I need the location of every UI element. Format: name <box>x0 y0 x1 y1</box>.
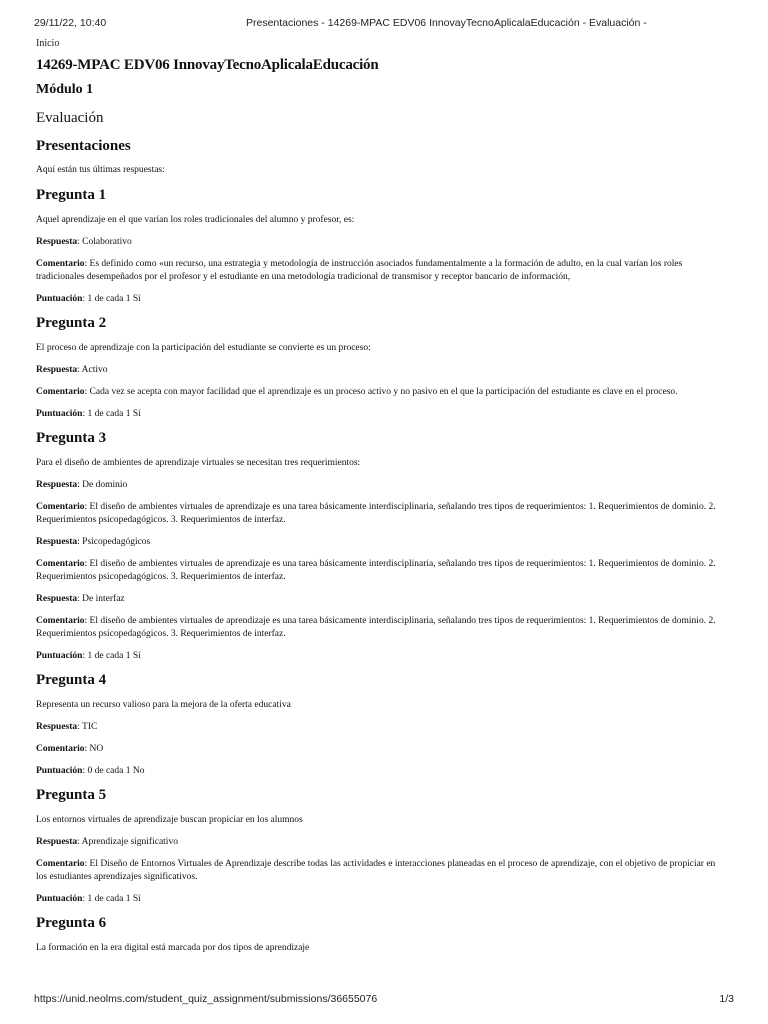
comment-value: : El diseño de ambientes virtuales de aprendizaje es una tarea básicamente interdisciplinaria, señalando tres tipos de requerimientos: 1. Requerimientos de dominio. 2. Requerimientos psicopedagógicos. 3. Requerimientos de interfaz. <box>36 559 716 582</box>
score-value: : 1 de cada 1 Sí <box>82 651 141 661</box>
answer-label: Respuesta <box>36 480 78 490</box>
score-label: Puntuación <box>36 294 83 304</box>
course-title: 14269-MPAC EDV06 InnovayTecnoAplicalaEducación <box>36 57 379 73</box>
comment-label: Comentario <box>36 559 85 569</box>
breadcrumb-home[interactable]: Inicio <box>36 38 60 49</box>
score-label: Puntuación <box>36 894 83 904</box>
answer-line <box>36 721 726 734</box>
answer-line <box>36 593 726 606</box>
answer-value: : TIC <box>77 722 98 732</box>
question-text: Aquel aprendizaje en el que varían los roles tradicionales del alumno y profesor, es: <box>36 215 355 225</box>
question-title: Pregunta 5 <box>36 787 107 803</box>
comment-line <box>36 501 726 527</box>
print-footer <box>34 993 734 1007</box>
intro-text: Aquí están tus últimas respuestas: <box>36 165 165 175</box>
answer-label: Respuesta <box>36 837 78 847</box>
comment-value: : El Diseño de Entornos Virtuales de Aprendizaje describe todas las actividades e interacciones planeadas en el proceso de aprendizaje, con el objetivo de propiciar en los estudiantes aprendizajes significativos. <box>36 859 716 882</box>
answer-value: : De interfaz <box>77 594 125 604</box>
score-line <box>36 650 726 663</box>
question-title: Pregunta 2 <box>36 315 107 331</box>
question-title: Pregunta 3 <box>36 430 107 446</box>
comment-line <box>36 558 726 584</box>
question-3 <box>36 430 726 663</box>
question-2 <box>36 315 726 421</box>
answer-line <box>36 236 726 249</box>
page-number: 1/3 <box>719 993 734 1005</box>
question-5 <box>36 787 726 906</box>
comment-label: Comentario <box>36 502 85 512</box>
comment-line <box>36 858 726 884</box>
answer-value: : Aprendizaje significativo <box>77 837 178 847</box>
print-page-title: Presentaciones - 14269-MPAC EDV06 InnovayTecnoAplicalaEducación - Evaluación - <box>246 17 647 29</box>
score-line <box>36 408 726 421</box>
answer-line <box>36 536 726 549</box>
section-title: Evaluación <box>36 110 104 126</box>
comment-value: : Es definido como «un recurso, una estrategia y metodología de instrucción asociados fundamentalmente a la formación de adulto, en la cual varían los roles tradicionales desempeñados por el profesor y el estudiante en una metodología tradicional de transmisor y receptor bancario de información, <box>36 259 683 282</box>
comment-value: : Cada vez se acepta con mayor facilidad que el aprendizaje es un proceso activo y no pasivo en el que la participación del estudiante es clave en el proceso. <box>84 387 678 397</box>
question-text: Representa un recurso valioso para la mejora de la oferta educativa <box>36 700 291 710</box>
question-4 <box>36 672 726 778</box>
print-datetime: 29/11/22, 10:40 <box>34 17 107 29</box>
score-value: : 1 de cada 1 Sí <box>82 294 141 304</box>
score-label: Puntuación <box>36 766 83 776</box>
answer-line <box>36 836 726 849</box>
question-1 <box>36 187 726 306</box>
answer-label: Respuesta <box>36 237 78 247</box>
score-line <box>36 293 726 306</box>
comment-line <box>36 615 726 641</box>
answer-label: Respuesta <box>36 722 78 732</box>
score-value: : 0 de cada 1 No <box>82 766 145 776</box>
answer-value: : Psicopedagógicos <box>77 537 151 547</box>
module-title: Módulo 1 <box>36 82 94 97</box>
comment-value: : NO <box>84 744 104 754</box>
comment-line <box>36 258 726 284</box>
score-value: : 1 de cada 1 Sí <box>82 409 141 419</box>
question-title: Pregunta 4 <box>36 672 107 688</box>
score-line <box>36 893 726 906</box>
comment-value: : El diseño de ambientes virtuales de aprendizaje es una tarea básicamente interdisciplinaria, señalando tres tipos de requerimientos: 1. Requerimientos de dominio. 2. Requerimientos psicopedagógicos. 3. Requerimientos de interfaz. <box>36 616 716 639</box>
comment-value: : El diseño de ambientes virtuales de aprendizaje es una tarea básicamente interdisciplinaria, señalando tres tipos de requerimientos: 1. Requerimientos de dominio. 2. Requerimientos psicopedagógicos. 3. Requerimientos de interfaz. <box>36 502 716 525</box>
comment-label: Comentario <box>36 387 85 397</box>
question-title: Pregunta 1 <box>36 187 107 203</box>
question-text: El proceso de aprendizaje con la participación del estudiante se convierte es un proceso: <box>36 343 371 353</box>
comment-label: Comentario <box>36 259 85 269</box>
comment-label: Comentario <box>36 744 85 754</box>
answer-line <box>36 479 726 492</box>
comment-label: Comentario <box>36 859 85 869</box>
print-url: https://unid.neolms.com/student_quiz_assignment/submissions/36655076 <box>34 993 378 1005</box>
answer-line <box>36 364 726 377</box>
answer-value: : Colaborativo <box>77 237 132 247</box>
question-text: La formación en la era digital está marcada por dos tipos de aprendizaje <box>36 943 310 953</box>
answer-value: : De dominio <box>77 480 128 490</box>
comment-line <box>36 386 726 399</box>
score-value: : 1 de cada 1 Sí <box>82 894 141 904</box>
question-text: Para el diseño de ambientes de aprendizaje virtuales se necesitan tres requerimientos: <box>36 458 361 468</box>
score-line <box>36 765 726 778</box>
answer-value: : Activo <box>77 365 108 375</box>
page-title: Presentaciones <box>36 138 131 154</box>
answer-label: Respuesta <box>36 537 78 547</box>
answer-label: Respuesta <box>36 365 78 375</box>
page-content <box>36 38 726 964</box>
question-text: Los entornos virtuales de aprendizaje buscan propiciar en los alumnos <box>36 815 303 825</box>
score-label: Puntuación <box>36 409 83 419</box>
answer-label: Respuesta <box>36 594 78 604</box>
question-title: Pregunta 6 <box>36 915 107 931</box>
question-6 <box>36 915 726 955</box>
score-label: Puntuación <box>36 651 83 661</box>
comment-label: Comentario <box>36 616 85 626</box>
comment-line <box>36 743 726 756</box>
print-header <box>34 17 734 31</box>
